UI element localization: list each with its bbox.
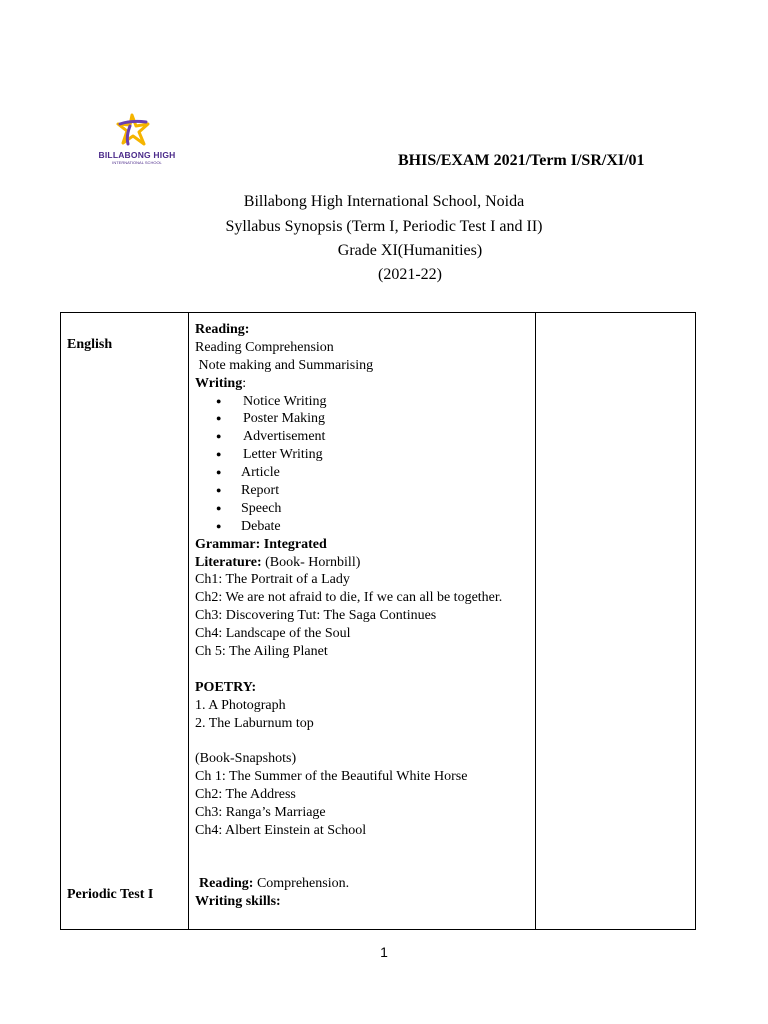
syllabus-content (195, 321, 531, 911)
column-divider (188, 313, 189, 929)
writing-heading (195, 375, 531, 393)
spacer (195, 840, 531, 875)
bullet-icon: ● (216, 413, 222, 424)
writing-item-label: Advertisement (243, 429, 326, 445)
bullet-icon: ● (216, 395, 222, 406)
synopsis-title: Syllabus Synopsis (Term I, Periodic Test I and II) (225, 218, 543, 235)
pt-reading-label: Reading: (199, 875, 254, 891)
bullet-icon: ● (216, 502, 222, 513)
poetry-item: 1. A Photograph (195, 697, 286, 713)
hornbill-chapter: Ch1: The Portrait of a Lady (195, 572, 350, 588)
writing-item-label: Debate (241, 518, 281, 534)
grammar-heading: Grammar: Integrated (195, 536, 327, 552)
column-divider (535, 313, 536, 929)
literature-label: Literature: (195, 554, 262, 570)
document-code: BHIS/EXAM 2021/Term I/SR/XI/01 (398, 152, 645, 169)
bullet-icon: ● (216, 485, 222, 496)
writing-item (195, 446, 531, 464)
school-logo (92, 112, 182, 172)
writing-item (195, 410, 531, 428)
writing-item (195, 393, 531, 411)
bullet-icon: ● (216, 520, 222, 531)
writing-item-label: Notice Writing (243, 393, 327, 409)
logo-text: BILLABONG HIGH (98, 150, 176, 160)
writing-item-label: Report (241, 483, 280, 499)
hornbill-chapter: Ch4: Landscape of the Soul (195, 626, 351, 642)
writing-item-label: Letter Writing (243, 447, 323, 463)
hornbill-chapter: Ch2: We are not afraid to die, If we can all be together. (195, 590, 503, 606)
writing-item-label: Poster Making (243, 411, 326, 427)
star-logo-icon (92, 112, 182, 152)
reading-item: Note making and Summarising (195, 357, 374, 373)
literature-book: (Book- Hornbill) (261, 554, 361, 570)
literature-heading (195, 554, 531, 572)
hornbill-chapter: Ch3: Discovering Tut: The Saga Continues (195, 608, 437, 624)
writing-label: Writing (195, 375, 243, 391)
writing-item (195, 464, 531, 482)
snapshots-chapter: Ch3: Ranga’s Marriage (195, 805, 326, 821)
reading-item: Reading Comprehension (195, 339, 334, 355)
session-label: (2021-22) (378, 266, 442, 283)
snapshots-chapter: Ch 1: The Summer of the Beautiful White Horse (195, 769, 468, 785)
spacer (195, 732, 531, 750)
writing-item (195, 500, 531, 518)
subject-english: English (67, 337, 113, 352)
writing-item-label: Article (241, 465, 280, 481)
writing-item (195, 428, 531, 446)
reading-heading: Reading: (195, 322, 250, 337)
poetry-heading: POETRY: (195, 679, 257, 695)
writing-item (195, 518, 531, 536)
grade-label: Grade XI(Humanities) (337, 242, 483, 259)
subject-periodic-test: Periodic Test I (67, 887, 154, 902)
writing-colon: : (242, 375, 247, 391)
bullet-icon: ● (216, 467, 222, 478)
pt-writing-heading: Writing skills: (195, 893, 281, 909)
writing-item-label: Speech (241, 500, 282, 516)
pt-reading (195, 875, 531, 893)
hornbill-chapter: Ch 5: The Ailing Planet (195, 644, 328, 660)
syllabus-table (60, 312, 696, 930)
writing-item (195, 482, 531, 500)
school-name: Billabong High International School, Noida (243, 193, 525, 210)
logo-subtext: INTERNATIONAL SCHOOL (112, 160, 162, 165)
spacer (195, 661, 531, 679)
bullet-icon: ● (216, 431, 222, 442)
snapshots-chapter: Ch2: The Address (195, 787, 296, 803)
snapshots-heading: (Book-Snapshots) (195, 751, 297, 767)
poetry-item: 2. The Laburnum top (195, 715, 314, 731)
snapshots-chapter: Ch4: Albert Einstein at School (195, 822, 367, 838)
pt-reading-value: Comprehension. (253, 875, 350, 891)
bullet-icon: ● (216, 449, 222, 460)
page-number: 1 (380, 944, 388, 960)
